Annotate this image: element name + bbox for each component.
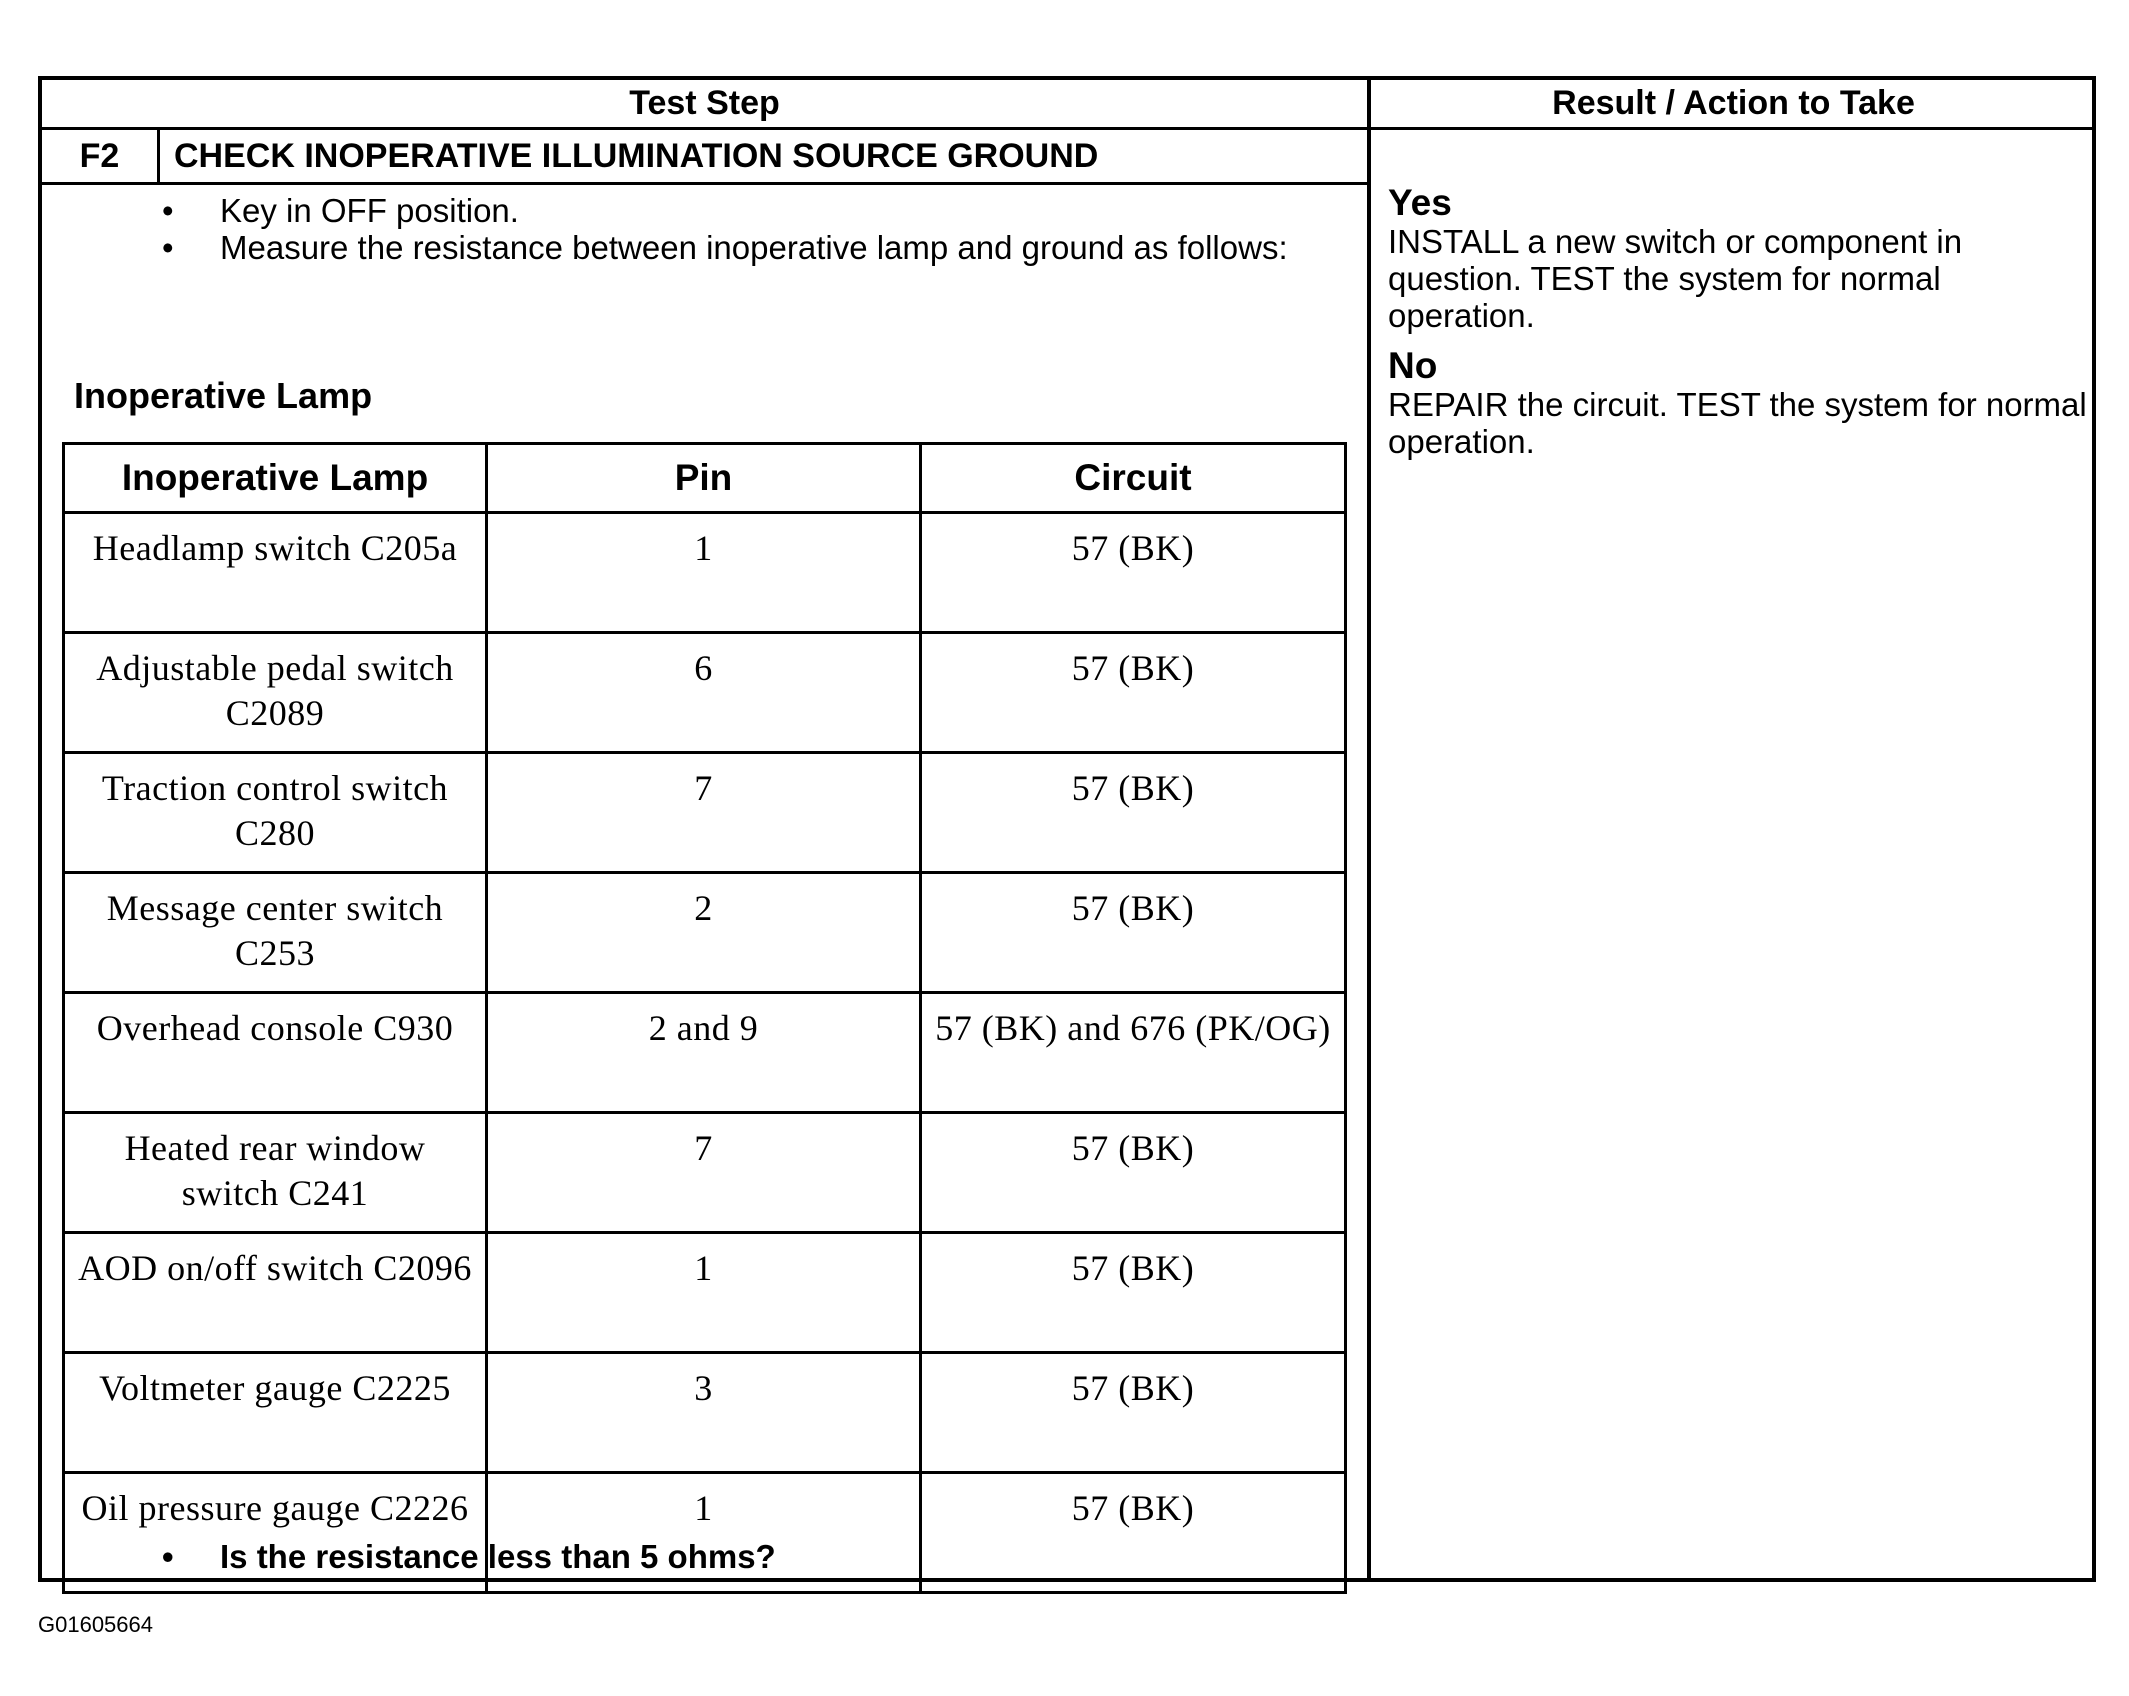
instruction-item: • Measure the resistance between inoperative lamp and ground as follows:: [162, 229, 1362, 266]
table-row: [64, 1113, 1346, 1233]
lamp-cell: Overhead console C930: [64, 993, 487, 1113]
resistance-question: [162, 1538, 776, 1576]
pin-cell: 1: [487, 1233, 921, 1353]
step-title: CHECK INOPERATIVE ILLUMINATION SOURCE GROUND: [174, 137, 1099, 175]
pin-cell: 7: [487, 1113, 921, 1233]
circuit-cell: 57 (BK): [921, 513, 1346, 633]
table-row: [64, 873, 1346, 993]
circuit-cell: 57 (BK): [921, 1233, 1346, 1353]
column-header-pin: Pin: [487, 444, 921, 513]
no-label: No: [1388, 345, 1438, 386]
table-row: [64, 753, 1346, 873]
result-panel: [1388, 183, 2088, 472]
column-divider: [1367, 80, 1371, 1578]
table-header-row: [64, 444, 1346, 513]
lamp-cell: Oil pressure gauge C2226: [64, 1473, 487, 1593]
pin-cell: 1: [487, 513, 921, 633]
inoperative-lamp-table: [62, 442, 1347, 1594]
step-title-row: [42, 130, 1367, 185]
diagnostic-step-frame: [38, 76, 2096, 1582]
table-row: [64, 1353, 1346, 1473]
lamp-cell: Traction control switch C280: [64, 753, 487, 873]
column-header-lamp: Inoperative Lamp: [64, 444, 487, 513]
pin-cell: 1: [487, 1473, 921, 1593]
step-id: F2: [42, 130, 160, 182]
no-action-text: REPAIR the circuit. TEST the system for normal operation.: [1388, 386, 2087, 460]
lamp-cell: Voltmeter gauge C2225: [64, 1353, 487, 1473]
pin-cell: 2 and 9: [487, 993, 921, 1113]
lamp-cell: AOD on/off switch C2096: [64, 1233, 487, 1353]
result-action-header: Result / Action to Take: [1552, 84, 1915, 122]
lamp-cell: Adjustable pedal switch C2089: [64, 633, 487, 753]
table-subheading: Inoperative Lamp: [74, 375, 373, 416]
circuit-cell: 57 (BK): [921, 753, 1346, 873]
circuit-cell: 57 (BK): [921, 1353, 1346, 1473]
lamp-cell: Heated rear window switch C241: [64, 1113, 487, 1233]
yes-label: Yes: [1388, 182, 1452, 223]
table-row: [64, 993, 1346, 1113]
lamp-cell: Message center switch C253: [64, 873, 487, 993]
test-step-header: Test Step: [629, 84, 780, 122]
circuit-cell: 57 (BK): [921, 1113, 1346, 1233]
circuit-cell: 57 (BK): [921, 633, 1346, 753]
column-header-circuit: Circuit: [921, 444, 1346, 513]
table-row: [64, 513, 1346, 633]
figure-id: G01605664: [38, 1612, 153, 1637]
table-row: [64, 633, 1346, 753]
bullet-icon: •: [162, 1538, 174, 1575]
yes-action-text: INSTALL a new switch or component in question. TEST the system for normal operation.: [1388, 223, 1963, 334]
pin-cell: 2: [487, 873, 921, 993]
instruction-item: • Key in OFF position.: [162, 192, 1362, 229]
pin-cell: 7: [487, 753, 921, 873]
question-text: Is the resistance less than 5 ohms?: [220, 1538, 776, 1575]
table-row: [64, 1233, 1346, 1353]
pin-cell: 6: [487, 633, 921, 753]
circuit-cell: 57 (BK): [921, 1473, 1346, 1593]
circuit-cell: 57 (BK): [921, 873, 1346, 993]
circuit-cell: 57 (BK) and 676 (PK/OG): [921, 993, 1346, 1113]
pin-cell: 3: [487, 1353, 921, 1473]
lamp-cell: Headlamp switch C205a: [64, 513, 487, 633]
instruction-list: [162, 192, 1362, 266]
